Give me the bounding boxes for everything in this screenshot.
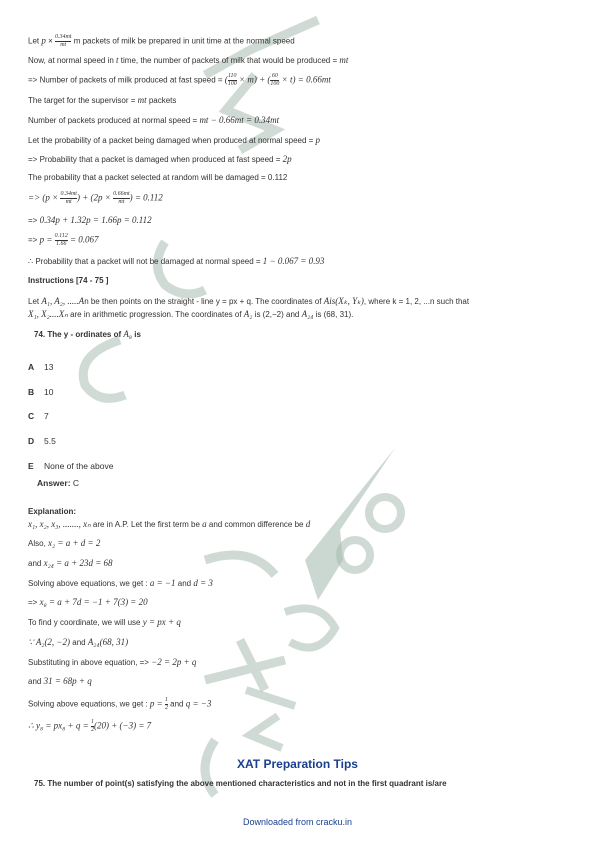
text-line: The target for the supervisor = mt packets — [28, 95, 177, 105]
text-line: => (p × $\frac{0.34mt}{mt}$ ) + (2p × $\frac{0.66mt}{mt}$ ) = 0.112 — [28, 191, 163, 205]
option-b[interactable]: B 10 — [28, 387, 54, 397]
text-line: Solving above equations, we get : p = $\frac{1}{2}$ and q = −3 — [28, 697, 212, 711]
text-line: Solving above equations, we get : a = −1 and d = 3 — [28, 578, 213, 588]
footer-link[interactable]: Downloaded from cracku.in — [242, 817, 353, 827]
text-line: Number of packets produced at normal speed = mt − 0.66mt = 0.34mt — [28, 115, 280, 125]
text-line: and x₂₄ = a + 23d = 68 — [28, 558, 113, 568]
text-line: => Probability that a packet is damaged when produced at fast speed = 2p — [28, 154, 292, 164]
fraction: $\frac{0.34mt}{mt}$ — [54, 34, 72, 48]
explanation-heading: Explanation: — [28, 507, 77, 516]
text-line: ∴ Probability that a packet will not be damaged at normal speed = 1 − 0.067 = 0.93 — [28, 256, 325, 266]
option-e[interactable]: E None of the above — [28, 461, 114, 471]
text-line: Also, x₂ = a + d = 2 — [28, 538, 101, 548]
text-line: => 0.34p + 1.32p = 1.66p = 0.112 — [28, 215, 152, 225]
text-line: => x₈ = a + 7d = −1 + 7(3) = 20 — [28, 597, 148, 607]
text: Let — [28, 36, 42, 46]
text-line: Let the probability of a packet being damaged when produced at normal speed = p — [28, 135, 321, 145]
question-75: 75. The number of point(s) satisfying the above mentioned characteristics and not in the first quadrant is/are — [34, 779, 447, 788]
text-line: and 31 = 68p + q — [28, 676, 92, 686]
text-line: To find y coordinate, we will use y = px + q — [28, 617, 181, 627]
text-line: x₁, x₂, x₃, ......., xₙ are in A.P. Let the first term be a and common difference be d — [28, 519, 311, 529]
text-line: ∵ A₂(2, −2) and A₂₄(68, 31) — [28, 637, 129, 647]
text-line: Substituting in above equation, => −2 = 2p + q — [28, 657, 197, 667]
text-line: => p = $\frac{0.112}{1.66}$ = 0.067 — [28, 233, 99, 247]
text-line: ∴ y₈ = px₈ + q = $\frac{1}{2}$ (20) + (−3) = 7 — [28, 719, 152, 733]
text-line: The probability that a packet selected at random will be damaged = 0.112 — [28, 173, 288, 182]
text-line: X₁, X₂....Xₙ are in arithmetic progression. The coordinates of A₂ is (2,−2) and A₂₄ is (68, 31). — [28, 309, 354, 319]
option-d[interactable]: D 5.5 — [28, 436, 56, 446]
question-74: 74. The y - ordinates of A₈ is — [34, 329, 141, 339]
instructions-heading: Instructions [74 - 75 ] — [28, 276, 109, 285]
text: m packets of milk be prepared in unit time at the normal speed — [71, 36, 295, 46]
text-line: Let A₁, A₂, .....An be then points on the straight - line y = px + q. The coordinates of Ais(Xₖ, Yₖ), where k = 1, 2, ...n such that — [28, 296, 470, 306]
option-c[interactable]: C 7 — [28, 411, 49, 421]
text-line: Now, at normal speed in t time, the number of packets of milk that would be produced = mt — [28, 55, 349, 65]
section-title: XAT Preparation Tips — [237, 757, 358, 771]
answer: Answer: C — [37, 478, 80, 488]
text-line: => Number of packets of milk produced at fast speed = ( $\frac{110}{100}$ × m) + ( $\frac{60}{100}$ × t) = 0.66mt — [28, 73, 331, 87]
option-a[interactable]: A 13 — [28, 362, 54, 372]
text-line: Let p × $\frac{0.34mt}{mt}$ m packets of milk be prepared in unit time at the normal speed — [28, 34, 295, 48]
